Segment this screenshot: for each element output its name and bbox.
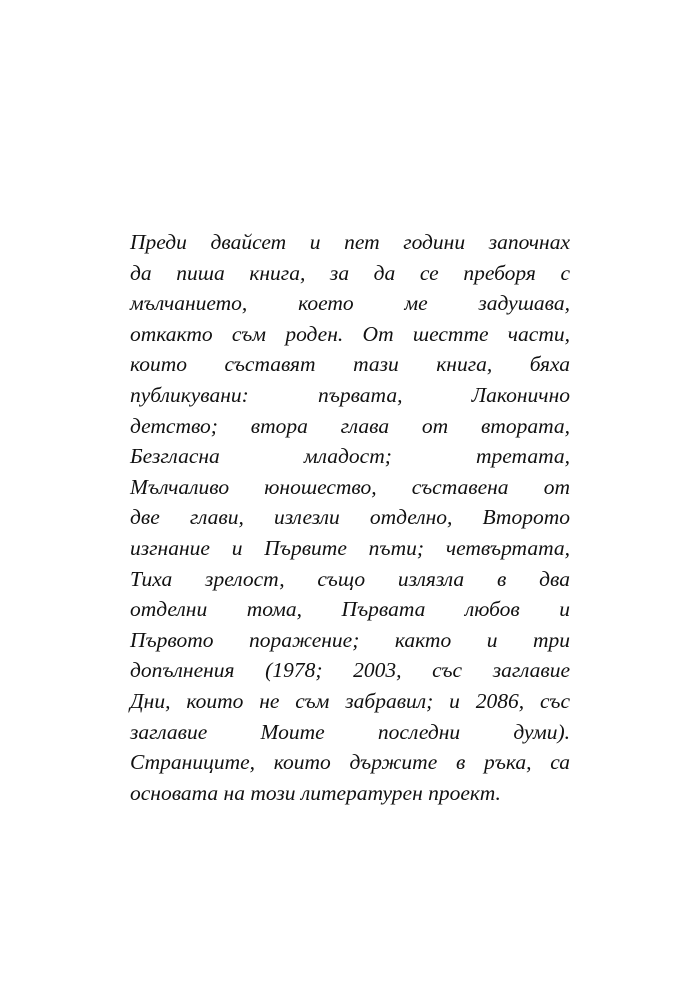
paragraph-line: Първото поражение; както и три bbox=[130, 627, 570, 652]
paragraph-line: детство; втора глава от втората, bbox=[130, 413, 570, 438]
paragraph-line: Тиха зрелост, също излязла в два bbox=[130, 566, 570, 591]
paragraph-line: Страниците, които държите в ръка, са bbox=[130, 750, 570, 775]
paragraph-line: изгнание и Първите пъти; четвъртата, bbox=[130, 535, 570, 560]
paragraph-line: Преди двайсет и пет години започнах bbox=[130, 230, 570, 254]
paragraph-line: Дни, които не съм забравил; и 2086, със bbox=[130, 688, 570, 713]
paragraph-line: откакто съм роден. От шестте части, bbox=[130, 321, 570, 346]
paragraph-line: допълнения (1978; 2003, със заглавие bbox=[130, 658, 570, 683]
paragraph-line: заглавие Моите последни думи). bbox=[130, 719, 570, 744]
paragraph-line: публикувани: първата, Лаконично bbox=[130, 382, 570, 407]
paragraph-line: отделни тома, Първата любов и bbox=[130, 597, 570, 622]
paragraph-line: да пиша книга, за да се преборя с bbox=[130, 260, 570, 285]
paragraph-line: Безгласна младост; третата, bbox=[130, 444, 570, 469]
paragraph-line: основата на този литературен проект. bbox=[130, 780, 501, 805]
paragraph-line: мълчанието, което ме задушава, bbox=[130, 291, 570, 316]
paragraph-line: две глави, излезли отделно, Второто bbox=[130, 505, 570, 530]
paragraph-line: Мълчаливо юношество, съставена от bbox=[130, 474, 570, 499]
body-paragraph bbox=[130, 227, 570, 808]
paragraph-line: които съставят тази книга, бяха bbox=[130, 352, 570, 377]
